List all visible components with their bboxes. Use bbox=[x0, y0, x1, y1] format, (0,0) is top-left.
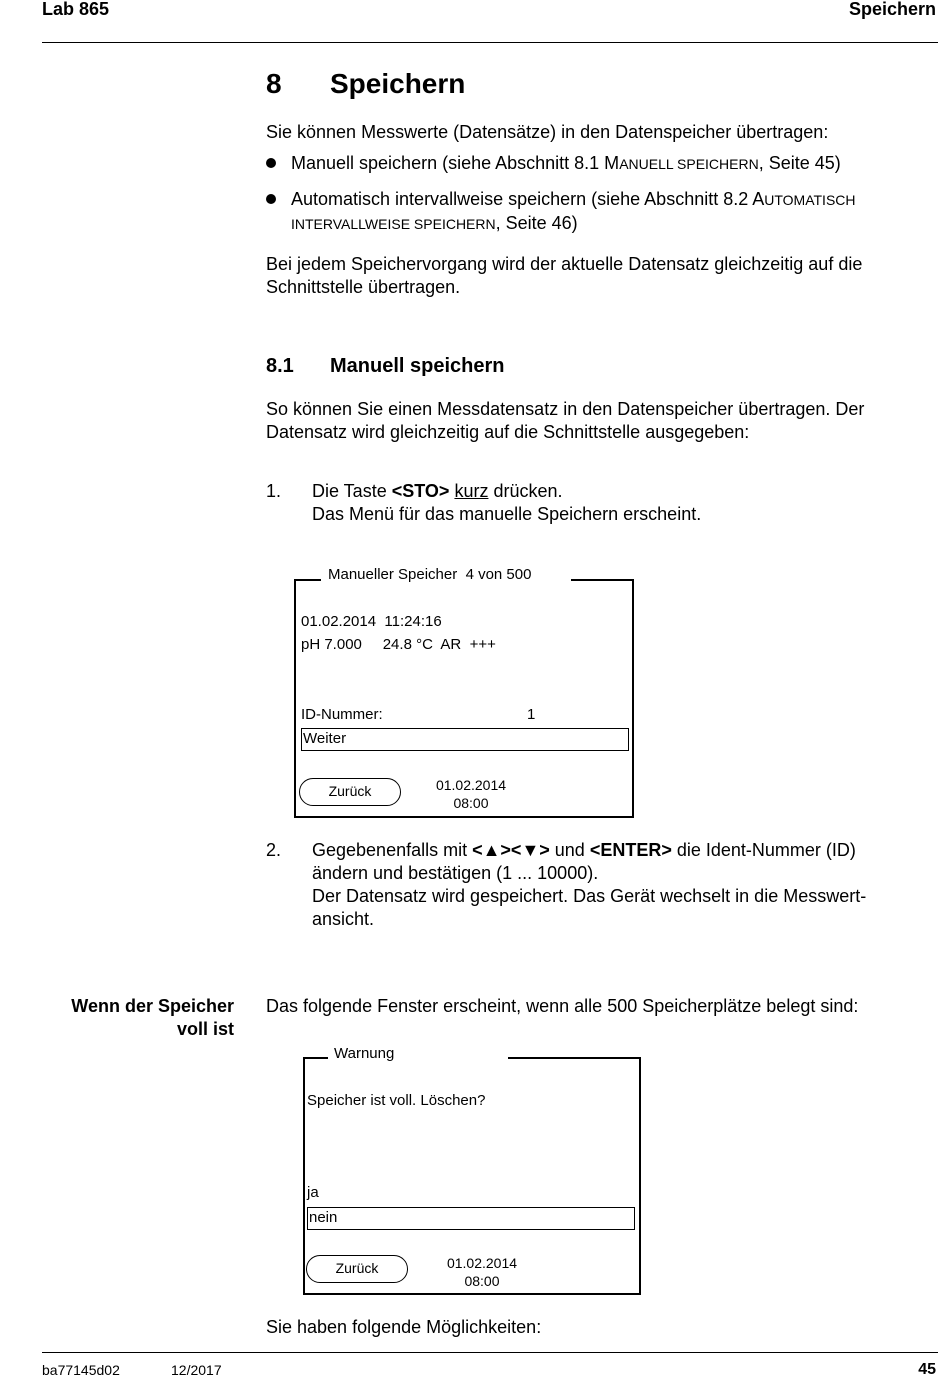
paragraph: Das folgende Fenster erscheint, wenn alle 500 Speicherplätze belegt sind: bbox=[266, 996, 859, 1016]
paragraph: So können Sie einen Messdatensatz in den Datenspeicher übertragen. Der Datensatz wird gleichzeitig auf die Schnittstelle ausgegeben: bbox=[266, 399, 865, 442]
screen-frame-top bbox=[508, 1057, 641, 1059]
option-yes[interactable]: ja bbox=[307, 1184, 319, 1201]
step-text: Gegebenenfalls mit <▲><▼> und <ENTER> die Ident-Nummer (ID) ändern und bestätigen (1 ... 10000). Der Datensatz wird gespeichert. Das Gerät wechselt in die Messwert- ansicht. bbox=[312, 840, 867, 929]
header-rule bbox=[42, 42, 938, 43]
screen-datetime: 01.02.2014 11:24:16 bbox=[301, 613, 442, 630]
screen-frame-top bbox=[294, 579, 321, 581]
footer-doc-id: ba77145d02 bbox=[42, 1362, 120, 1378]
screen-status-datetime: 01.02.2014 08:00 bbox=[435, 777, 507, 811]
page-number: 45 bbox=[918, 1361, 936, 1378]
bullet-item: Automatisch intervallweise speichern (siehe Abschnitt 8.2 AUTOMATISCH INTERVALLWEISE SPEICHERN, Seite 46) bbox=[291, 189, 856, 233]
id-number-value: 1 bbox=[527, 706, 536, 723]
side-heading: Wenn der Speicher voll ist bbox=[71, 996, 234, 1039]
screen-title: Warnung bbox=[334, 1045, 395, 1062]
option-no[interactable]: nein bbox=[307, 1207, 635, 1230]
paragraph: Bei jedem Speichervorgang wird der aktuelle Datensatz gleichzeitig auf die Schnittstelle übertragen. bbox=[266, 254, 863, 297]
continue-field[interactable]: Weiter bbox=[301, 728, 629, 751]
screen-frame-top bbox=[303, 1057, 328, 1059]
screen-frame-top bbox=[571, 579, 634, 581]
section-title: Manuell speichern bbox=[330, 355, 505, 377]
back-button[interactable]: Zurück bbox=[306, 1255, 408, 1283]
paragraph: Sie haben folgende Möglichkeiten: bbox=[266, 1317, 542, 1337]
intro-text: Sie können Messwerte (Datensätze) in den Datenspeicher übertragen: bbox=[266, 122, 829, 142]
warning-message: Speicher ist voll. Löschen? bbox=[307, 1092, 486, 1109]
id-number-label: ID-Nummer: bbox=[301, 706, 383, 723]
chapter-number: 8 bbox=[266, 68, 282, 99]
footer-date: 12/2017 bbox=[171, 1362, 222, 1378]
back-button[interactable]: Zurück bbox=[299, 778, 401, 806]
header-left: Lab 865 bbox=[42, 0, 110, 19]
footer-rule bbox=[42, 1352, 938, 1353]
step-number: 2. bbox=[266, 840, 282, 860]
bullet-item: Manuell speichern (siehe Abschnitt 8.1 MANUELL SPEICHERN, Seite 45) bbox=[291, 153, 841, 173]
screen-reading: pH 7.000 24.8 °C AR +++ bbox=[301, 636, 496, 653]
chapter-title: Speichern bbox=[330, 68, 466, 99]
bullet-dot bbox=[266, 158, 276, 168]
header-right: Speichern bbox=[848, 0, 936, 19]
screen-status-datetime: 01.02.2014 08:00 bbox=[446, 1255, 518, 1289]
bullet-dot bbox=[266, 194, 276, 204]
section-number: 8.1 bbox=[266, 355, 294, 377]
step-text: Die Taste <STO> kurz drücken. Das Menü für das manuelle Speichern erscheint. bbox=[312, 481, 702, 524]
screen-title: Manueller Speicher 4 von 500 bbox=[328, 566, 532, 583]
step-number: 1. bbox=[266, 481, 282, 501]
